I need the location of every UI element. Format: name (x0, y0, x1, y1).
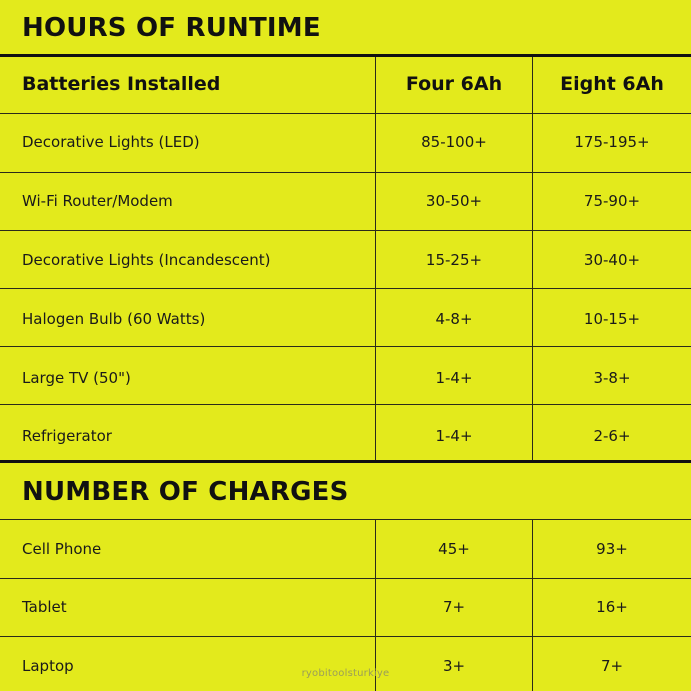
runtime-row-four: 1-4+ (435, 369, 473, 387)
charges-row-eight: 16+ (596, 598, 628, 616)
row-divider (0, 636, 691, 637)
runtime-title-divider (0, 54, 691, 57)
charges-row-eight: 7+ (600, 657, 624, 675)
runtime-row-label: Wi-Fi Router/Modem (22, 192, 173, 210)
runtime-row-label: Refrigerator (22, 427, 112, 445)
runtime-row-eight: 2-6+ (593, 427, 631, 445)
runtime-row-label: Decorative Lights (LED) (22, 133, 200, 151)
charges-row-label: Cell Phone (22, 540, 102, 558)
runtime-row-four: 30-50+ (425, 192, 483, 210)
row-divider (0, 578, 691, 579)
column-divider-b-charges (532, 520, 533, 691)
row-divider (0, 288, 691, 289)
watermark-text: ryobitoolsturkiye (301, 668, 390, 679)
runtime-row-label: Halogen Bulb (60 Watts) (22, 310, 206, 328)
runtime-row-eight: 75-90+ (583, 192, 641, 210)
runtime-row-eight: 30-40+ (583, 251, 641, 269)
column-divider-b-runtime (532, 57, 533, 460)
runtime-row-four: 85-100+ (421, 133, 487, 151)
row-divider (0, 172, 691, 173)
runtime-row-label: Decorative Lights (Incandescent) (22, 251, 271, 269)
charges-row-label: Tablet (22, 598, 67, 616)
four-6ah-header: Four 6Ah (405, 73, 503, 95)
charges-row-four: 3+ (442, 657, 466, 675)
charges-section-title: NUMBER OF CHARGES (22, 477, 349, 507)
row-divider (0, 346, 691, 347)
charges-section-divider (0, 460, 691, 463)
column-divider-a-runtime (375, 57, 376, 460)
runtime-row-eight: 10-15+ (583, 310, 641, 328)
charges-row-four: 45+ (438, 540, 470, 558)
header-divider (0, 113, 691, 114)
runtime-row-eight: 175-195+ (574, 133, 650, 151)
charges-row-eight: 93+ (596, 540, 628, 558)
eight-6ah-header: Eight 6Ah (560, 73, 664, 95)
charges-row-label: Laptop (22, 657, 74, 675)
runtime-row-eight: 3-8+ (593, 369, 631, 387)
batteries-installed-header: Batteries Installed (22, 73, 221, 95)
runtime-section-title: HOURS OF RUNTIME (22, 13, 321, 43)
runtime-row-label: Large TV (50") (22, 369, 131, 387)
row-divider (0, 404, 691, 405)
charges-title-divider (0, 519, 691, 520)
row-divider (0, 230, 691, 231)
runtime-row-four: 4-8+ (435, 310, 473, 328)
runtime-row-four: 1-4+ (435, 427, 473, 445)
charges-row-four: 7+ (442, 598, 466, 616)
runtime-row-four: 15-25+ (425, 251, 483, 269)
column-divider-a-charges (375, 520, 376, 691)
